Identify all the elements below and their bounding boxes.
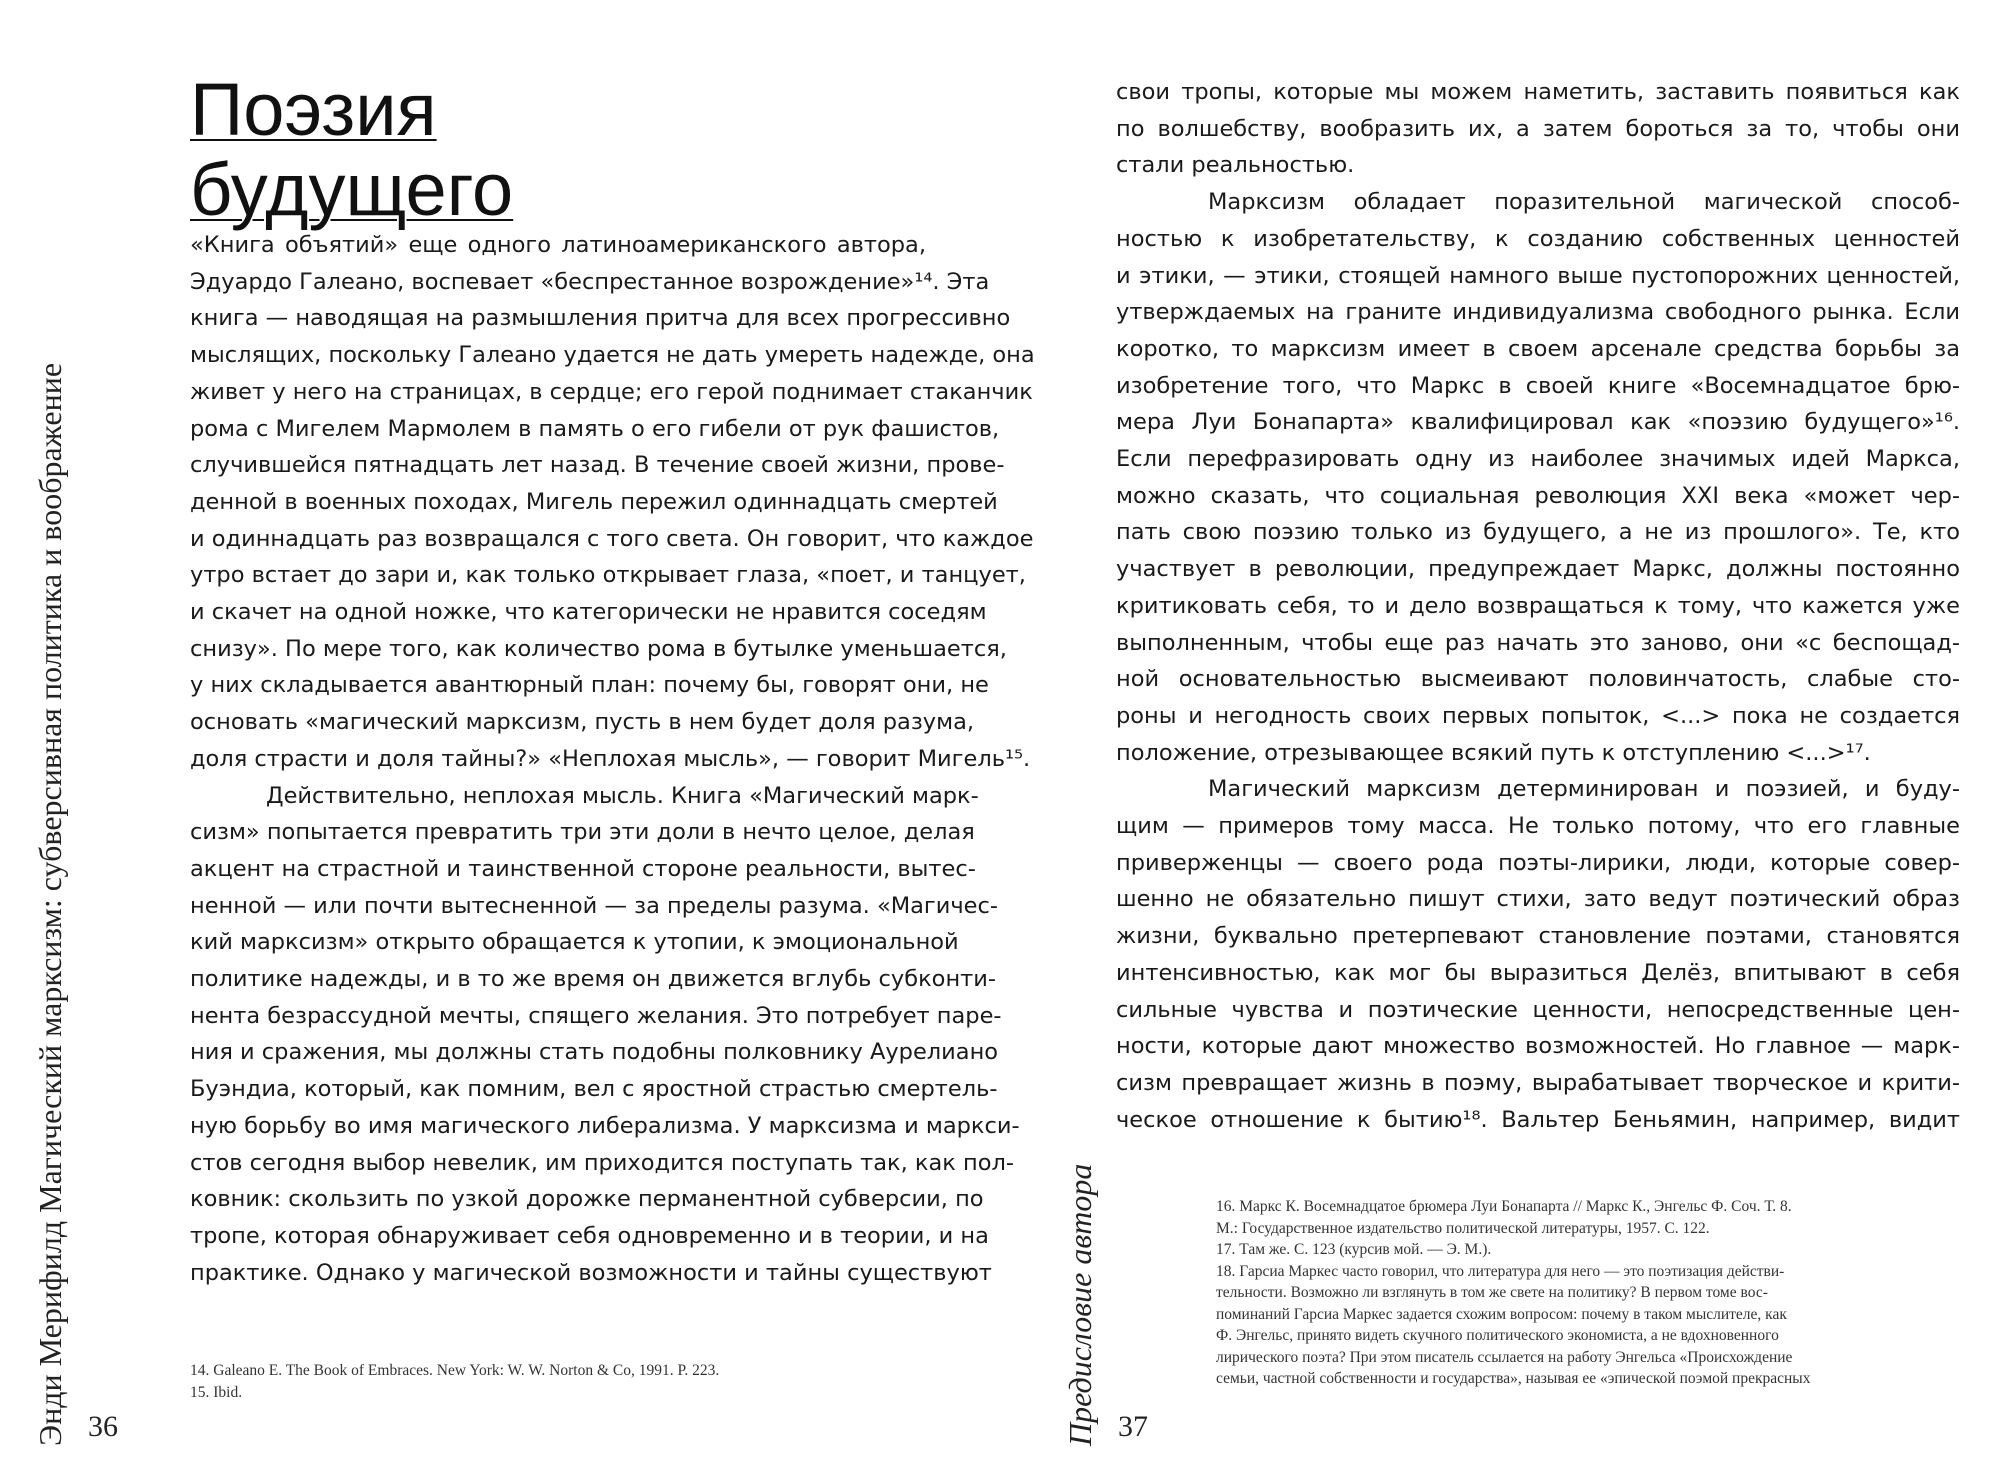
text-line: выполненным, чтобы еще раз начать это заново, они «с беспощад- bbox=[1116, 629, 1960, 656]
text-line: жизни, буквально претерпевают становление поэтами, становятся bbox=[1116, 923, 1960, 950]
footnote: тельности. Возможно ли взглянуть в том же свете на политику? В первом томе вос- bbox=[1216, 1284, 1768, 1301]
text-line: живет у него на страницах, в сердце; его герой поднимает стаканчик bbox=[190, 378, 1033, 405]
text-line: и скачет на одной ножке, что категорически не нравится соседям bbox=[190, 599, 987, 626]
text-line: кий марксизм» открыто обращается к утопии, к эмоциональной bbox=[190, 929, 959, 956]
text-line: сильные чувства и поэтические ценности, непосредственные цен- bbox=[1116, 996, 1960, 1023]
text-line: ковник: скользить по узкой дорожке перманентной субверсии, по bbox=[190, 1186, 984, 1213]
page-number-right: 37 bbox=[1118, 1410, 1148, 1443]
text-line: Марксизм обладает поразительной магической способ- bbox=[1208, 189, 1960, 216]
text-line: доля страсти и доля тайны?» «Неплохая мысль», — говорит Мигель¹⁵. bbox=[190, 745, 1031, 772]
text-line: сизм превращает жизнь в поэму, вырабатывает творческое и крити- bbox=[1116, 1069, 1960, 1096]
text-line: «Книга объятий» еще одного латиноамериканского автора, bbox=[190, 232, 926, 258]
footnotes-right bbox=[1216, 1196, 1810, 1390]
text-line: пать свою поэзию только из будущего, а не из прошлого». Те, кто bbox=[1116, 519, 1960, 546]
text-line: щим — примеров тому масса. Не только потому, что его главные bbox=[1116, 813, 1960, 840]
footnote: 17. Там же. С. 123 (курсив мой. — Э. М.). bbox=[1216, 1241, 1492, 1258]
text-line: тропе, которая обнаруживает себя одновременно и в теории, и на bbox=[190, 1222, 989, 1249]
text-line: Если перефразировать одну из наиболее значимых идей Маркса, bbox=[1116, 446, 1960, 473]
text-line: акцент на страстной и таинственной стороне реальности, вытес- bbox=[190, 855, 976, 882]
text-line: мера Луи Бонапарта» квалифицировал как «поэзию будущего»¹⁶. bbox=[1116, 409, 1960, 436]
footnote: лирического поэта? При этом писатель ссылается на работу Энгельса «Происхождение bbox=[1216, 1348, 1793, 1366]
text-line: стали реальностью. bbox=[1116, 152, 1355, 179]
text-line: утро встает до зари и, как только открывает глаза, «поет, и танцует, bbox=[190, 562, 1026, 589]
chapter-title bbox=[190, 70, 513, 230]
right-body-text bbox=[1116, 74, 1960, 1138]
footnote: М.: Государственное издательство политической литературы, 1957. С. 122. bbox=[1216, 1219, 1710, 1237]
text-line: Буэндиа, который, как помним, вел с яростной страстью смертель- bbox=[190, 1076, 998, 1103]
left-body-text bbox=[190, 227, 1035, 1291]
text-line: по волшебству, вообразить их, а затем бороться за то, чтобы они bbox=[1116, 115, 1960, 142]
text-line: денной в военных походах, Мигель пережил одиннадцать смертей bbox=[190, 488, 998, 515]
running-head-left: Энди Мерифилд Магический марксизм: субверсивная политика и воображение bbox=[32, 362, 68, 1446]
right-page bbox=[1000, 0, 2000, 1459]
text-line: ненной — или почти вытесненной — за пределы разума. «Магичес- bbox=[190, 892, 999, 919]
text-line: нента безрассудной мечты, спящего желания. Это потребует паре- bbox=[190, 1002, 1002, 1029]
footnote: 18. Гарсиа Маркес часто говорил, что литература для него — это поэтизация действи- bbox=[1216, 1262, 1785, 1280]
text-line: ную борьбу во имя магического либерализма. У марксизма и маркси- bbox=[190, 1112, 1020, 1139]
text-line: приверженцы — своего рода поэты-лирики, люди, которые совер- bbox=[1116, 849, 1960, 876]
text-line: практике. Однако у магической возможности и тайны существуют bbox=[190, 1259, 992, 1286]
chapter-title-line-2: будущего bbox=[190, 148, 514, 231]
footnote: 15. Ibid. bbox=[190, 1383, 243, 1401]
footnote: семьи, частной собственности и государства», называя ее «эпической поэмой прекрасных bbox=[1216, 1370, 1811, 1387]
footnote: Ф. Энгельс, принято видеть скучного политического экономиста, а не вдохновенного bbox=[1216, 1327, 1779, 1344]
text-line: шенно не обязательно пишут стихи, зато ведут поэтический образ bbox=[1116, 886, 1960, 913]
text-line: основать «магический марксизм, пусть в нем будет доля разума, bbox=[190, 709, 975, 736]
text-line: Эдуардо Галеано, воспевает «беспрестанное возрождение»¹⁴. Эта bbox=[190, 268, 990, 295]
text-line: положение, отрезывающее всякий путь к отступлению <...>¹⁷. bbox=[1116, 739, 1871, 766]
text-line: можно сказать, что социальная революция XXI века «может чер- bbox=[1116, 482, 1960, 509]
footnote: поминаний Гарсиа Маркес задается схожим вопросом: почему в таком мыслителе, как bbox=[1216, 1305, 1787, 1323]
page-number-left: 36 bbox=[88, 1410, 118, 1443]
text-line: Действительно, неплохая мысль. Книга «Магический марк- bbox=[266, 782, 979, 809]
text-line: участвует в революции, предупреждает Маркс, должны постоянно bbox=[1116, 556, 1960, 583]
text-line: и этики, — этики, стоящей намного выше пустопорожних ценностей, bbox=[1116, 262, 1960, 289]
chapter-title-line-1: Поэзия bbox=[190, 68, 437, 151]
text-line: у них складывается авантюрный план: почему бы, говорят они, не bbox=[190, 672, 989, 699]
text-line: политике надежды, и в то же время он движется вглубь субконти- bbox=[190, 966, 997, 993]
text-line: интенсивностью, как мог бы выразиться Делёз, впитывают в себя bbox=[1116, 959, 1960, 986]
text-line: случившейся пятнадцать лет назад. В течение своей жизни, прове- bbox=[190, 452, 1005, 479]
text-line: свои тропы, которые мы можем наметить, заставить появиться как bbox=[1116, 79, 1960, 105]
text-line: роны и негодность своих первых попыток, <...> пока не создается bbox=[1116, 702, 1960, 729]
text-line: утверждаемых на граните индивидуализма свободного рынка. Если bbox=[1116, 299, 1960, 326]
text-line: Магический марксизм детерминирован и поэзией, и буду- bbox=[1208, 776, 1960, 803]
text-line: мыслящих, поскольку Галеано удается не дать умереть надежде, она bbox=[190, 342, 1035, 369]
text-line: стов сегодня выбор невелик, им приходится поступать так, как пол- bbox=[190, 1149, 1015, 1176]
text-line: ной основательностью высмеивают половинчатость, слабые сто- bbox=[1116, 666, 1960, 693]
text-line: снизу». По мере того, как количество рома в бутылке уменьшается, bbox=[190, 635, 1007, 662]
text-line: ности, которые дают множество возможностей. Но главное — марк- bbox=[1116, 1033, 1960, 1060]
running-head-right: Предисловие автора bbox=[1062, 1163, 1098, 1446]
text-line: книга — наводящая на размышления притча для всех прогрессивно bbox=[190, 305, 1011, 332]
text-line: сизм» попытается превратить три эти доли в нечто целое, делая bbox=[190, 819, 975, 846]
text-line: и одиннадцать раз возвращался с того света. Он говорит, что каждое bbox=[190, 525, 1034, 552]
text-line: ческое отношение к бытию¹⁸. Вальтер Беньямин, например, видит bbox=[1116, 1106, 1960, 1133]
footnote: 14. Galeano E. The Book of Embraces. New York: W. W. Norton & Co, 1991. P. 223. bbox=[190, 1362, 720, 1379]
footnote: 16. Маркс К. Восемнадцатое брюмера Луи Бонапарта // Маркс К., Энгельс Ф. Соч. Т. 8. bbox=[1216, 1198, 1792, 1215]
text-line: критиковать себя, то и дело возвращаться к тому, что кажется уже bbox=[1116, 592, 1960, 619]
text-line: ния и сражения, мы должны стать подобны полковнику Аурелиано bbox=[190, 1039, 999, 1066]
text-line: коротко, то марксизм имеет в своем арсенале средства борьбы за bbox=[1116, 335, 1960, 362]
text-line: рома с Мигелем Мармолем в память о его гибели от рук фашистов, bbox=[190, 415, 1000, 442]
footnotes-left bbox=[190, 1360, 719, 1403]
text-line: ностью к изобретательству, к созданию собственных ценностей bbox=[1116, 225, 1960, 252]
text-line: изобретение того, что Маркс в своей книге «Восемнадцатое брю- bbox=[1116, 372, 1960, 399]
